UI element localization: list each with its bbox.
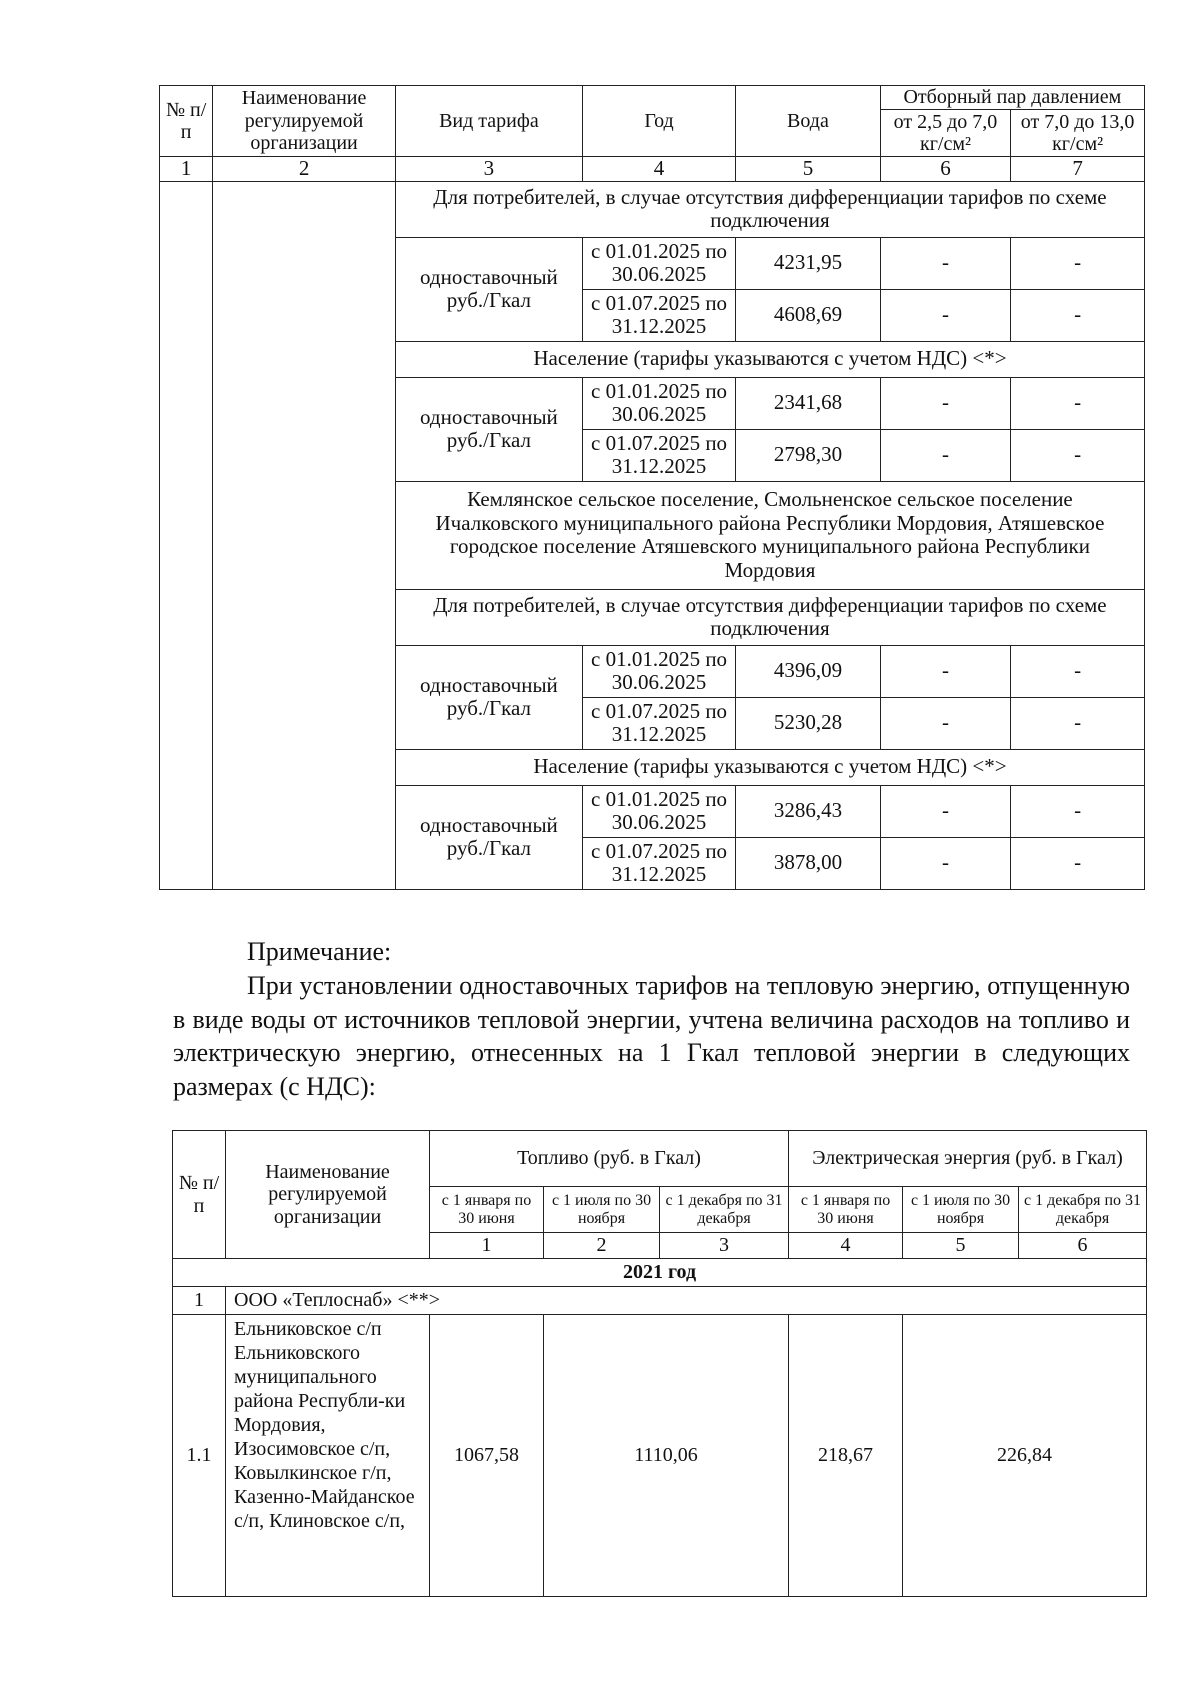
header-year: Год xyxy=(582,86,735,157)
header-num: № п/п xyxy=(173,1131,226,1259)
col-number: 5 xyxy=(903,1233,1019,1259)
steam-a-value: - xyxy=(880,837,1010,889)
fuel-p1-value: 1067,58 xyxy=(430,1315,544,1597)
fuel-p23-value: 1110,06 xyxy=(544,1315,789,1597)
period: с 01.07.2025 по 31.12.2025 xyxy=(582,289,735,341)
col-number: 1 xyxy=(430,1233,544,1259)
col-number: 5 xyxy=(736,157,881,182)
tariff-type: одноставочный руб./Гкал xyxy=(395,645,582,749)
header-steam-b: от 7,0 до 13,0 кг/см² xyxy=(1011,110,1145,157)
header-period-2: с 1 июля по 30 ноября xyxy=(544,1187,660,1233)
num-cell-empty xyxy=(160,181,213,889)
steam-a-value: - xyxy=(880,429,1010,481)
costs-table xyxy=(172,1130,1147,1597)
steam-a-value: - xyxy=(880,785,1010,837)
water-value: 3286,43 xyxy=(736,785,881,837)
elec-p23-value: 226,84 xyxy=(903,1315,1147,1597)
sub-num: 1.1 xyxy=(173,1315,226,1597)
col-number: 4 xyxy=(582,157,735,182)
steam-b-value: - xyxy=(1011,289,1145,341)
org-cell-empty xyxy=(213,181,396,889)
steam-b-value: - xyxy=(1011,429,1145,481)
section-title: Для потребителей, в случае отсутствия дифференциации тарифов по схеме подключения xyxy=(395,181,1144,237)
header-num: № п/п xyxy=(160,86,213,157)
steam-b-value: - xyxy=(1011,785,1145,837)
tariff-type: одноставочный руб./Гкал xyxy=(395,377,582,481)
steam-b-value: - xyxy=(1011,645,1145,697)
section-title: Население (тарифы указываются с учетом НДС) <*> xyxy=(395,749,1144,785)
header-period-3: с 1 декабря по 31 декабря xyxy=(1019,1187,1147,1233)
header-steam: Отборный пар давлением xyxy=(880,86,1144,110)
steam-a-value: - xyxy=(880,697,1010,749)
header-electricity: Электрическая энергия (руб. в Гкал) xyxy=(789,1131,1147,1187)
period: с 01.01.2025 по 30.06.2025 xyxy=(582,377,735,429)
water-value: 4608,69 xyxy=(736,289,881,341)
col-number: 1 xyxy=(160,157,213,182)
water-value: 2798,30 xyxy=(736,429,881,481)
water-value: 4396,09 xyxy=(736,645,881,697)
col-number: 2 xyxy=(213,157,396,182)
steam-a-value: - xyxy=(880,237,1010,289)
water-value: 5230,28 xyxy=(736,697,881,749)
col-number: 3 xyxy=(395,157,582,182)
water-value: 2341,68 xyxy=(736,377,881,429)
col-number: 2 xyxy=(544,1233,660,1259)
steam-a-value: - xyxy=(880,289,1010,341)
note-title: Примечание: xyxy=(247,937,392,966)
period: с 01.07.2025 по 31.12.2025 xyxy=(582,697,735,749)
header-steam-a: от 2,5 до 7,0 кг/см² xyxy=(880,110,1010,157)
section-title: Население (тарифы указываются с учетом НДС) <*> xyxy=(395,341,1144,377)
org-num: 1 xyxy=(173,1287,226,1315)
col-number: 6 xyxy=(1019,1233,1147,1259)
period: с 01.07.2025 по 31.12.2025 xyxy=(582,837,735,889)
period: с 01.01.2025 по 30.06.2025 xyxy=(582,785,735,837)
tariff-table xyxy=(159,85,1145,890)
header-period-3: с 1 декабря по 31 декабря xyxy=(660,1187,789,1233)
steam-b-value: - xyxy=(1011,837,1145,889)
col-number: 3 xyxy=(660,1233,789,1259)
header-period-2: с 1 июля по 30 ноября xyxy=(903,1187,1019,1233)
steam-b-value: - xyxy=(1011,377,1145,429)
header-water: Вода xyxy=(736,86,881,157)
steam-b-value: - xyxy=(1011,237,1145,289)
elec-p1-value: 218,67 xyxy=(789,1315,903,1597)
note-text: При установлении одноставочных тарифов на тепловую энергию, отпущенную в виде воды от источников тепловой энергии, учтена величина расходов на топливо и электрическую энергию, отнесенных на 1 Гкал тепловой энергии в следующих размерах (с НДС): xyxy=(173,970,1130,1102)
period: с 01.01.2025 по 30.06.2025 xyxy=(582,237,735,289)
header-tariff-type: Вид тарифа xyxy=(395,86,582,157)
period: с 01.01.2025 по 30.06.2025 xyxy=(582,645,735,697)
col-number: 7 xyxy=(1011,157,1145,182)
water-value: 3878,00 xyxy=(736,837,881,889)
col-number: 6 xyxy=(880,157,1010,182)
header-org: Наименование регулируемой организации xyxy=(226,1131,430,1259)
org-name: ООО «Теплоснаб» <**> xyxy=(226,1287,1147,1315)
steam-b-value: - xyxy=(1011,697,1145,749)
header-fuel: Топливо (руб. в Гкал) xyxy=(430,1131,789,1187)
header-period-1: с 1 января по 30 июня xyxy=(789,1187,903,1233)
period: с 01.07.2025 по 31.12.2025 xyxy=(582,429,735,481)
steam-a-value: - xyxy=(880,377,1010,429)
note-block xyxy=(173,935,1130,1104)
sub-name: Ельниковское с/п Ельниковского муниципального района Республи-ки Мордовия, Изосимовское с/п, Ковылкинское г/п, Казенно-Майданское с/п, Клиновское с/п, xyxy=(226,1315,430,1597)
header-org: Наименование регулируемой организации xyxy=(213,86,396,157)
col-number: 4 xyxy=(789,1233,903,1259)
region-title: Кемлянское сельское поселение, Смольненское сельское поселение Ичалковского муниципального района Республики Мордовия, Атяшевское городское поселение Атяшевского муниципального района Республики Мордовия xyxy=(395,481,1144,589)
water-value: 4231,95 xyxy=(736,237,881,289)
header-period-1: с 1 января по 30 июня xyxy=(430,1187,544,1233)
year-label: 2021 год xyxy=(173,1259,1147,1287)
tariff-type: одноставочный руб./Гкал xyxy=(395,237,582,341)
section-title: Для потребителей, в случае отсутствия дифференциации тарифов по схеме подключения xyxy=(395,589,1144,645)
steam-a-value: - xyxy=(880,645,1010,697)
tariff-type: одноставочный руб./Гкал xyxy=(395,785,582,889)
